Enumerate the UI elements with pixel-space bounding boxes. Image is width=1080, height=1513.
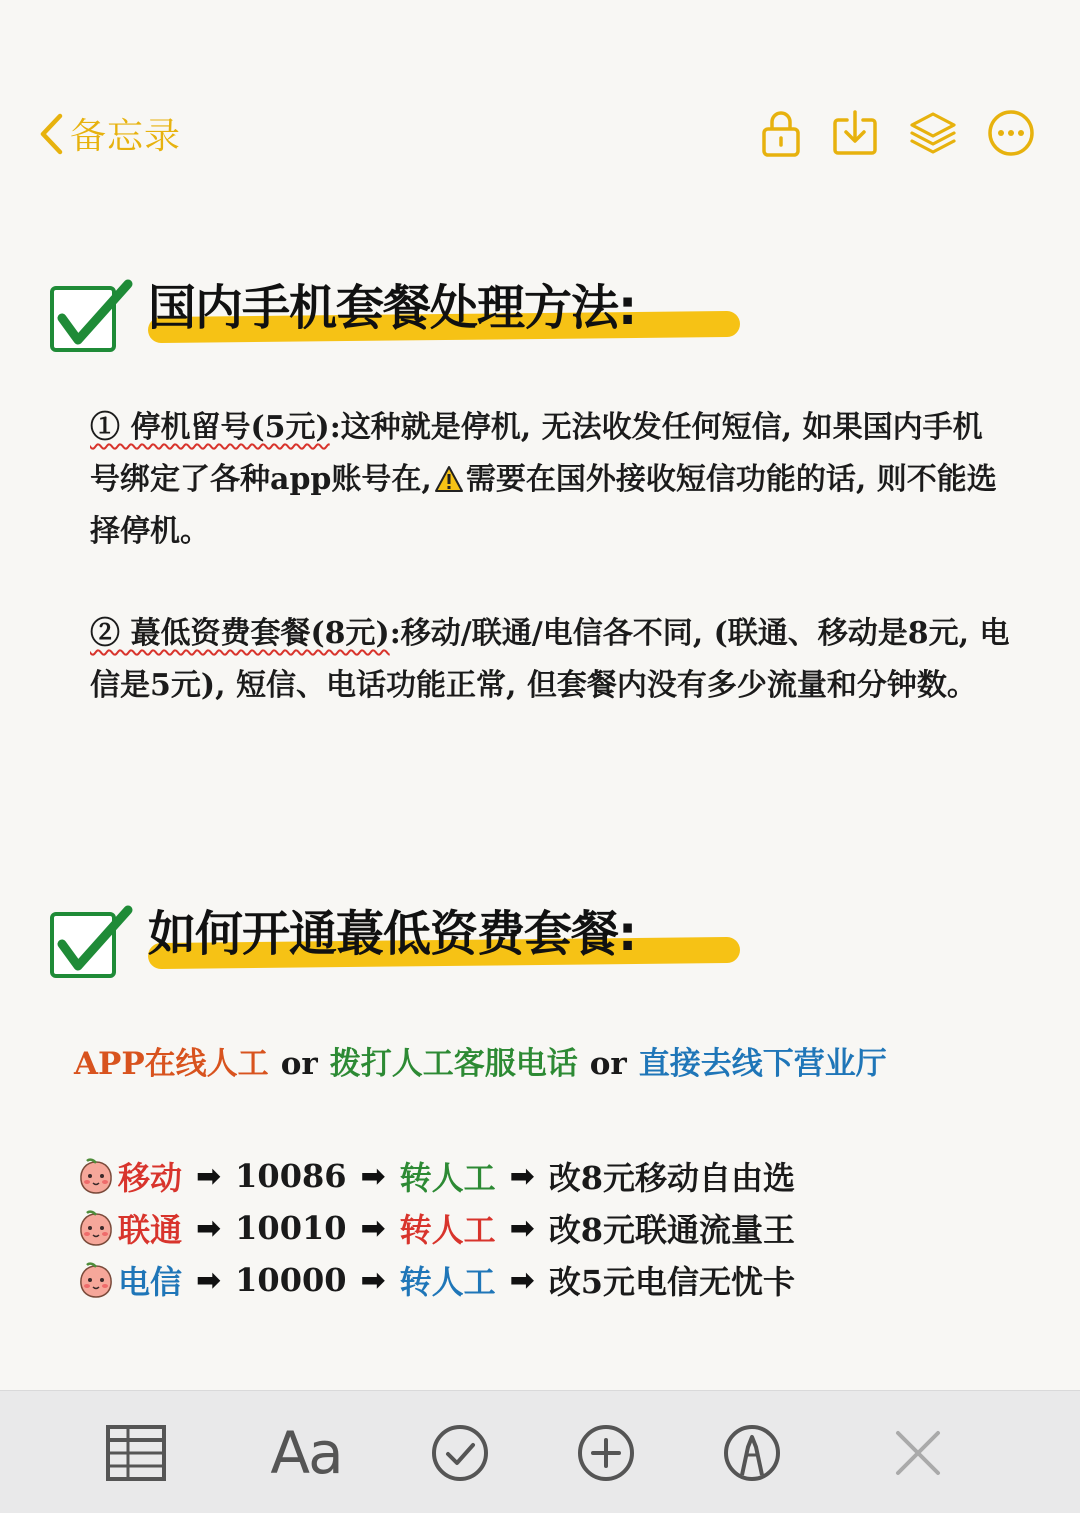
section2-heading xyxy=(48,904,748,994)
checklist-icon[interactable] xyxy=(428,1421,492,1485)
table-icon[interactable] xyxy=(104,1421,168,1485)
method-phone: 拨打人工客服电话 xyxy=(329,1046,578,1082)
item1-label: ① 停机留号(5元) xyxy=(90,410,330,445)
carrier-number: 10010 xyxy=(235,1209,347,1247)
layers-icon[interactable] xyxy=(908,108,958,158)
chevron-left-icon xyxy=(38,112,64,156)
item1-text-b: 需要在国外接收短信功能的话, 则不能选择停机。 xyxy=(90,462,997,549)
warning-icon xyxy=(434,465,464,493)
peach-face-icon xyxy=(76,1156,116,1196)
section2-title: 如何开通蕞低资费套餐: xyxy=(148,906,637,962)
or-text: or xyxy=(589,1046,627,1082)
carrier-name: 联通 xyxy=(118,1211,183,1249)
carrier-name: 移动 xyxy=(118,1159,183,1197)
carrier-result: 改5元电信无忧卡 xyxy=(548,1263,796,1301)
arrow-right-icon: ➡ xyxy=(196,1262,222,1298)
or-text: or xyxy=(280,1046,318,1082)
peach-face-icon xyxy=(76,1260,116,1300)
item2-label: ② 蕞低资费套餐(8元) xyxy=(90,616,390,651)
back-label: 备忘录 xyxy=(70,116,182,157)
carrier-step: 转人工 xyxy=(399,1263,496,1301)
navigation-bar xyxy=(0,96,1080,176)
bottom-toolbar xyxy=(0,1390,1080,1513)
arrow-right-icon: ➡ xyxy=(196,1158,222,1194)
item1-text-a: :这种就是停机, 无法收发任何短信, 如果国内手机号绑定了各种app账号在, xyxy=(90,410,983,497)
carrier-row-mobile xyxy=(76,1150,795,1202)
method-app: APP在线人工 xyxy=(74,1046,269,1082)
download-icon[interactable] xyxy=(830,108,880,158)
lock-icon[interactable] xyxy=(756,108,806,158)
method-store: 直接去线下营业厅 xyxy=(638,1046,887,1082)
carrier-list xyxy=(76,1150,795,1306)
close-icon[interactable] xyxy=(888,1421,948,1485)
peach-face-icon xyxy=(76,1208,116,1248)
methods-line xyxy=(74,1038,887,1083)
carrier-number: 10000 xyxy=(235,1261,347,1299)
more-icon[interactable] xyxy=(986,108,1036,158)
carrier-result: 改8元移动自由选 xyxy=(548,1159,796,1197)
carrier-step: 转人工 xyxy=(399,1159,496,1197)
arrow-right-icon: ➡ xyxy=(509,1210,535,1246)
back-button[interactable] xyxy=(38,108,181,159)
checkbox-icon xyxy=(48,278,134,358)
arrow-right-icon: ➡ xyxy=(509,1262,535,1298)
section1-heading xyxy=(48,278,748,368)
carrier-number: 10086 xyxy=(235,1157,347,1195)
arrow-right-icon: ➡ xyxy=(360,1262,386,1298)
markup-icon[interactable] xyxy=(720,1421,784,1485)
arrow-right-icon: ➡ xyxy=(360,1158,386,1194)
carrier-name: 电信 xyxy=(118,1263,183,1301)
item2-text: :移动/联通/电信各不同, (联通、移动是8元, 电信是5元), 短信、电话功能正常, 但套餐内没有多少流量和分钟数。 xyxy=(90,616,1010,703)
section1-title: 国内手机套餐处理方法: xyxy=(148,280,637,336)
arrow-right-icon: ➡ xyxy=(509,1158,535,1194)
carrier-row-unicom xyxy=(76,1202,795,1254)
carrier-result: 改8元联通流量王 xyxy=(548,1211,796,1249)
checkbox-icon xyxy=(48,904,134,984)
format-text-button[interactable]: Aa xyxy=(270,1419,342,1487)
carrier-step: 转人工 xyxy=(399,1211,496,1249)
add-icon[interactable] xyxy=(574,1421,638,1485)
carrier-row-telecom xyxy=(76,1254,795,1306)
arrow-right-icon: ➡ xyxy=(196,1210,222,1246)
item2-paragraph xyxy=(90,608,1010,712)
item1-paragraph xyxy=(90,402,1010,558)
arrow-right-icon: ➡ xyxy=(360,1210,386,1246)
